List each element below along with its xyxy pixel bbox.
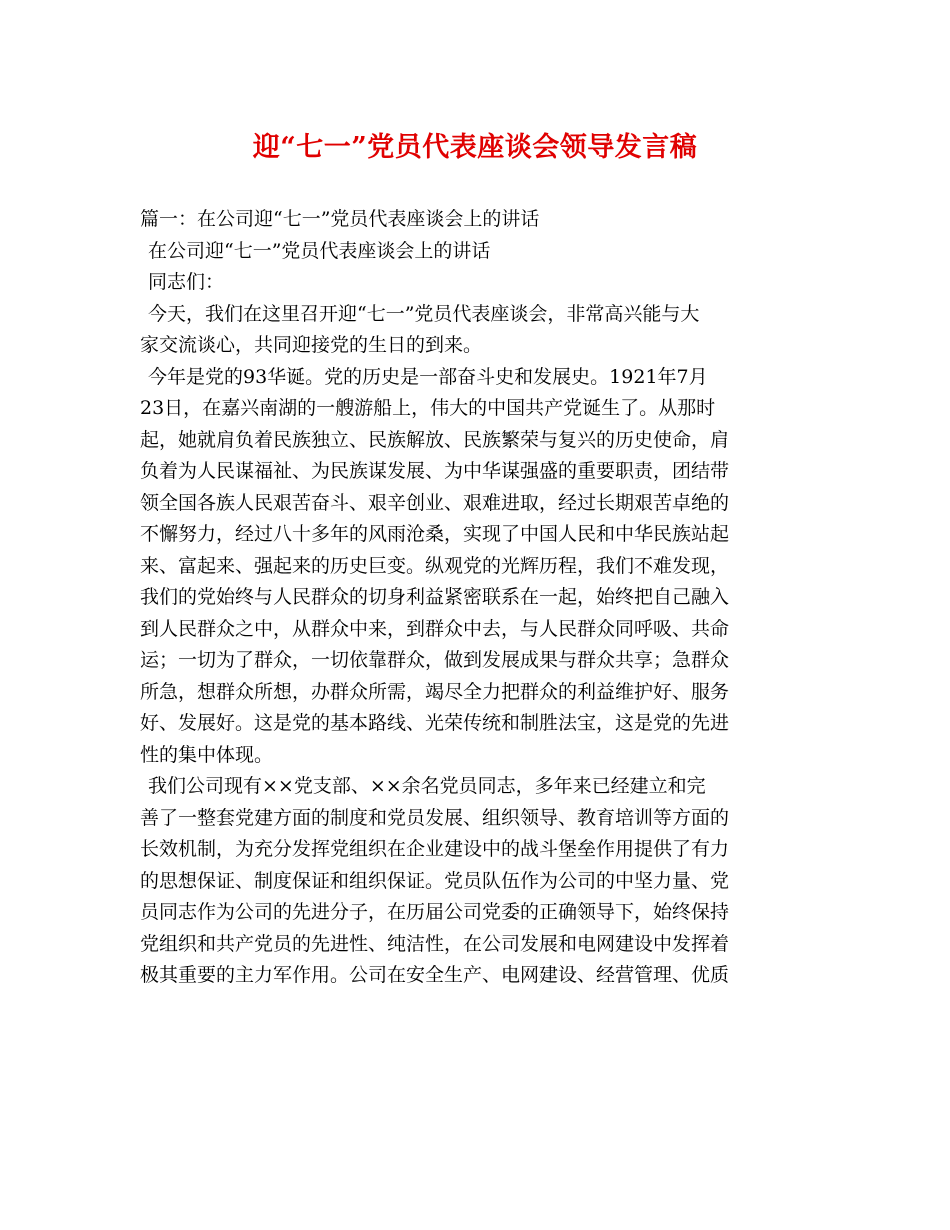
body-line: 同志们： <box>148 271 225 293</box>
body-line: 所急，想群众所想，办群众所需，竭尽全力把群众的利益维护好、服务 <box>140 680 730 703</box>
body-line: 我们公司现有××党支部、××余名党员同志，多年来已经建立和完 <box>148 775 706 797</box>
body-line: 员同志作为公司的先进分子，在历届公司党委的正确领导下，始终保持 <box>140 901 730 923</box>
body-line: 今天，我们在这里召开迎“七一”党员代表座谈会，非常高兴能与大 <box>148 302 700 325</box>
body-line: 来、富起来、强起来的历史巨变。纵观党的光辉历程，我们不难发现， <box>140 554 730 577</box>
body-line: 党组织和共产党员的先进性、纯洁性，在公司发展和电网建设中发挥着 <box>140 932 730 955</box>
body-line: 负着为人民谋福祉、为民族谋发展、为中华谋强盛的重要职责，团结带 <box>140 460 730 482</box>
body-line: 善了一整套党建方面的制度和党员发展、组织领导、教育培训等方面的 <box>140 806 730 829</box>
body-line: 好、发展好。这是党的基本路线、光荣传统和制胜法宝，这是党的先进 <box>140 712 730 734</box>
body-line: 性的集中体现。 <box>140 743 274 766</box>
body-line: 到人民群众之中，从群众中来，到群众中去，与人民群众同呼吸、共命 <box>140 617 730 640</box>
body-line: 在公司迎“七一”党员代表座谈会上的讲话 <box>148 239 491 262</box>
body-line: 运；一切为了群众，一切依靠群众，做到发展成果与群众共享；急群众 <box>140 649 730 671</box>
body-line: 长效机制，为充分发挥党组织在企业建设中的战斗堡垒作用提供了有力 <box>140 838 730 860</box>
body-line: 极其重要的主力军作用。公司在安全生产、电网建设、经营管理、优质 <box>140 964 730 986</box>
body-line: 我们的党始终与人民群众的切身利益紧密联系在一起，始终把自己融入 <box>140 586 730 608</box>
body-line: 23日，在嘉兴南湖的一艘游船上，伟大的中国共产党诞生了。从那时 <box>140 397 716 419</box>
body-line: 今年是党的93华诞。党的历史是一部奋斗史和发展史。1921年7月 <box>148 365 708 388</box>
body-line: 起，她就肩负着民族独立、民族解放、民族繁荣与复兴的历史使命，肩 <box>140 428 730 451</box>
body-line: 领全国各族人民艰苦奋斗、艰辛创业、艰难进取，经过长期艰苦卓绝的 <box>140 491 730 514</box>
body-line: 家交流谈心，共同迎接党的生日的到来。 <box>140 334 483 356</box>
body-line: 篇一：在公司迎“七一”党员代表座谈会上的讲话 <box>140 208 540 230</box>
body-line: 的思想保证、制度保证和组织保证。党员队伍作为公司的中坚力量、党 <box>140 869 730 892</box>
document-body <box>140 204 816 992</box>
body-line: 不懈努力，经过八十多年的风雨沧桑，实现了中国人民和中华民族站起 <box>140 523 730 545</box>
document-title: 迎“七一”党员代表座谈会领导发言稿 <box>252 132 698 163</box>
